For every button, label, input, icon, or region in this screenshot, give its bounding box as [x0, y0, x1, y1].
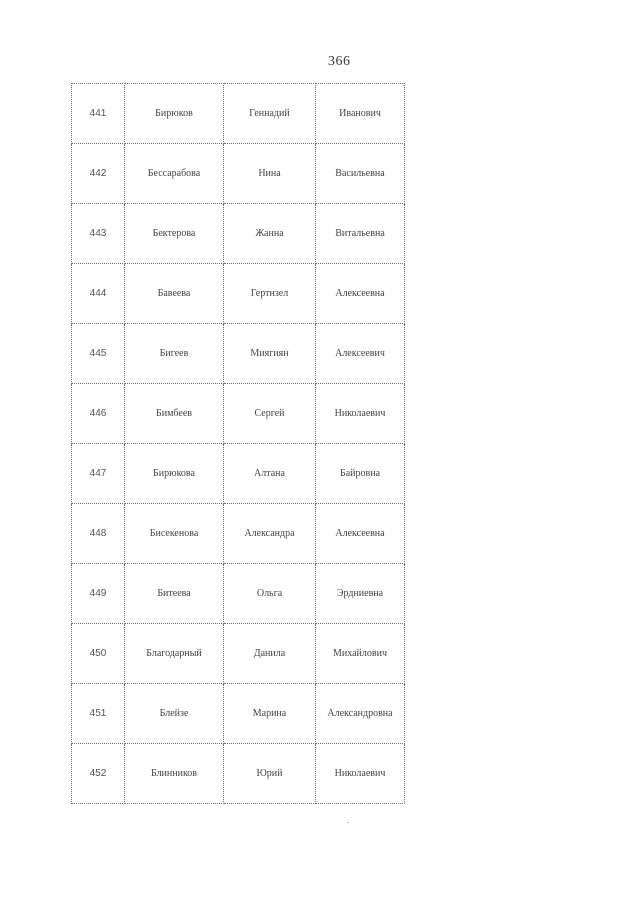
table-row — [72, 564, 405, 624]
first-name-cell: Марина — [224, 684, 316, 744]
first-name-cell: Данила — [224, 624, 316, 684]
patronymic-cell: Александровна — [316, 684, 405, 744]
last-name-cell: Бирюков — [125, 84, 224, 144]
first-name-cell: Ольга — [224, 564, 316, 624]
record-number-cell: 448 — [72, 504, 125, 564]
record-number-cell: 450 — [72, 624, 125, 684]
first-name-cell: Гертнзел — [224, 264, 316, 324]
first-name-cell: Жанна — [224, 204, 316, 264]
patronymic-cell: Николаевич — [316, 384, 405, 444]
first-name-cell: Нина — [224, 144, 316, 204]
record-number-cell: 449 — [72, 564, 125, 624]
record-number-cell: 445 — [72, 324, 125, 384]
table-row — [72, 204, 405, 264]
record-number-cell: 452 — [72, 744, 125, 804]
last-name-cell: Бирюкова — [125, 444, 224, 504]
table-row — [72, 84, 405, 144]
last-name-cell: Бавеева — [125, 264, 224, 324]
first-name-cell: Юрий — [224, 744, 316, 804]
roster-body — [72, 84, 405, 804]
last-name-cell: Бимбеев — [125, 384, 224, 444]
record-number-cell: 447 — [72, 444, 125, 504]
record-number-cell: 444 — [72, 264, 125, 324]
patronymic-cell: Байровна — [316, 444, 405, 504]
record-number-cell: 446 — [72, 384, 125, 444]
scan-speck — [347, 822, 349, 823]
table-row — [72, 324, 405, 384]
table-row — [72, 384, 405, 444]
last-name-cell: Битеева — [125, 564, 224, 624]
patronymic-cell: Иванович — [316, 84, 405, 144]
patronymic-cell: Алексеевна — [316, 264, 405, 324]
patronymic-cell: Алексеевич — [316, 324, 405, 384]
table-row — [72, 444, 405, 504]
record-number-cell: 451 — [72, 684, 125, 744]
table-row — [72, 264, 405, 324]
record-number-cell: 441 — [72, 84, 125, 144]
record-number-cell: 442 — [72, 144, 125, 204]
patronymic-cell: Васильевна — [316, 144, 405, 204]
table-row — [72, 144, 405, 204]
last-name-cell: Блейзе — [125, 684, 224, 744]
last-name-cell: Бектерова — [125, 204, 224, 264]
first-name-cell: Александра — [224, 504, 316, 564]
first-name-cell: Миягиян — [224, 324, 316, 384]
patronymic-cell: Николаевич — [316, 744, 405, 804]
last-name-cell: Блинников — [125, 744, 224, 804]
table-row — [72, 624, 405, 684]
last-name-cell: Бессарабова — [125, 144, 224, 204]
last-name-cell: Благодарный — [125, 624, 224, 684]
roster-table — [71, 83, 405, 804]
last-name-cell: Бисекенова — [125, 504, 224, 564]
table-row — [72, 684, 405, 744]
table-row — [72, 504, 405, 564]
first-name-cell: Геннадий — [224, 84, 316, 144]
table-row — [72, 744, 405, 804]
patronymic-cell: Эрдниевна — [316, 564, 405, 624]
record-number-cell: 443 — [72, 204, 125, 264]
patronymic-cell: Алексеевна — [316, 504, 405, 564]
first-name-cell: Алтана — [224, 444, 316, 504]
last-name-cell: Бигеев — [125, 324, 224, 384]
page-number: 366 — [328, 54, 351, 69]
first-name-cell: Сергей — [224, 384, 316, 444]
patronymic-cell: Михайлович — [316, 624, 405, 684]
patronymic-cell: Витальевна — [316, 204, 405, 264]
